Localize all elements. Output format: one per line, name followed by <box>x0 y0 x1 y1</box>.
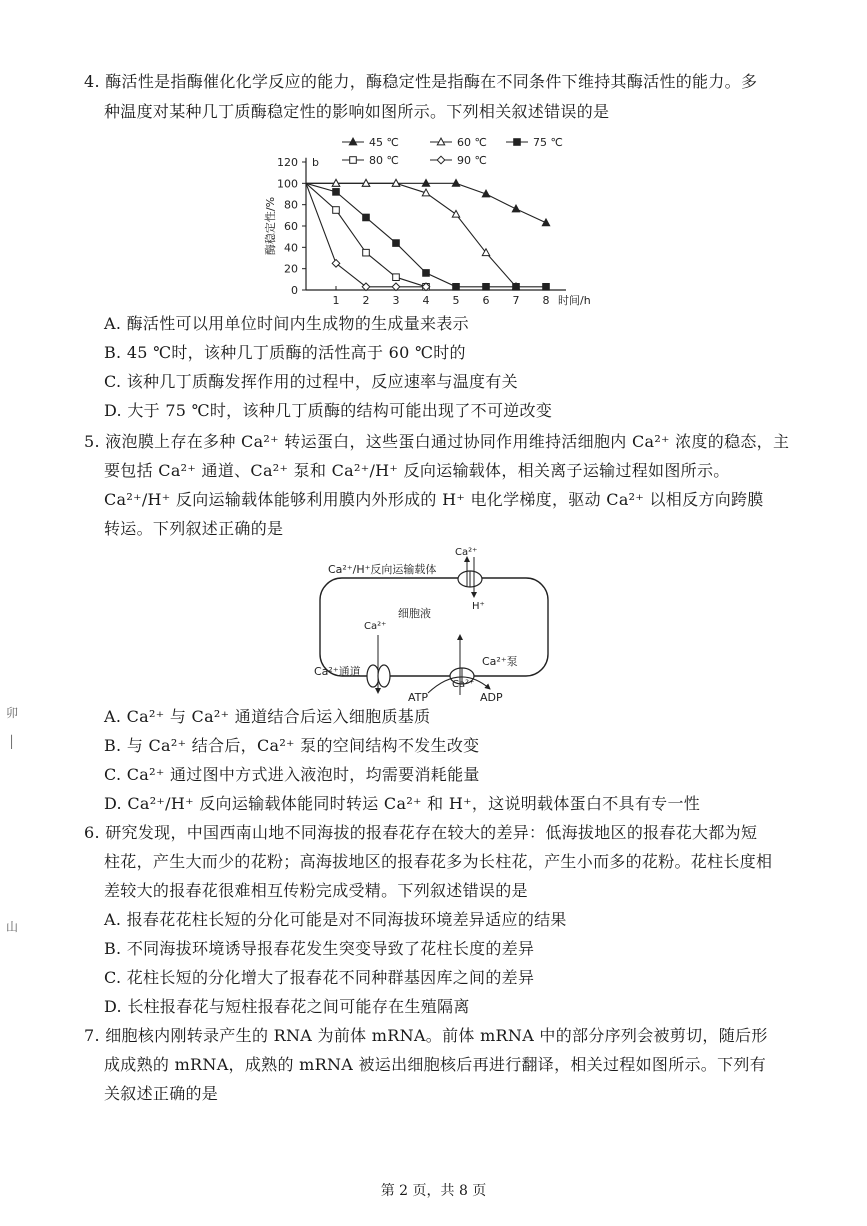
x-tick-label: 2 <box>362 294 370 307</box>
data-point <box>542 219 549 226</box>
y-tick-label: 60 <box>284 220 298 233</box>
x-tick-label: 3 <box>392 294 400 307</box>
q4-option-a: A. 酶活性可以用单位时间内生成物的生成量来表示 <box>104 314 469 333</box>
pump-label: Ca²⁺泵 <box>482 655 518 668</box>
data-point <box>363 214 370 221</box>
q5-stem-line3: Ca²⁺/H⁺ 反向运输载体能够利用膜内外形成的 H⁺ 电化学梯度，驱动 Ca²⁺ 以相反方向跨膜 <box>104 490 764 509</box>
legend-label: 80 ℃ <box>369 154 399 167</box>
data-point <box>452 210 459 217</box>
margin-mark: 卯 <box>6 706 19 720</box>
series-line <box>306 183 426 286</box>
data-point <box>393 240 400 247</box>
q5-stem-line4: 转运。下列叙述正确的是 <box>104 519 284 538</box>
h-plus-label: H⁺ <box>472 601 485 612</box>
vacuole-sap-label: 细胞液 <box>398 607 431 620</box>
channel-label: Ca²⁺通道 <box>314 665 361 678</box>
q6-option-c: C. 花柱长短的分化增大了报春花不同种群基因库之间的差异 <box>104 968 535 987</box>
vacuole-transport-diagram <box>300 543 570 705</box>
q5-stem-line2: 要包括 Ca²⁺ 通道、Ca²⁺ 泵和 Ca²⁺/H⁺ 反向运输载体，相关离子运输过程如图所示。 <box>104 461 730 480</box>
data-point <box>513 284 520 291</box>
series-3 <box>306 183 429 290</box>
atp-label: ATP <box>408 691 429 704</box>
q5-option-b: B. 与 Ca²⁺ 结合后，Ca²⁺ 泵的空间结构不发生改变 <box>104 736 480 755</box>
q5-option-d: D. Ca²⁺/H⁺ 反向运输载体能同时转运 Ca²⁺ 和 H⁺，这说明载体蛋白不具有专一性 <box>104 794 701 813</box>
antiporter-label: Ca²⁺/H⁺反向运输载体 <box>328 563 437 576</box>
corner-label: b <box>312 156 319 169</box>
q4-option-c: C. 该种几丁质酶发挥作用的过程中，反应速率与温度有关 <box>104 372 518 391</box>
data-point <box>363 249 370 256</box>
y-tick-label: 0 <box>291 284 298 297</box>
legend-marker <box>514 139 521 146</box>
data-point <box>543 284 550 291</box>
q6-stem-line1: 6. 研究发现，中国西南山地不同海拔的报春花存在较大的差异：低海拔地区的报春花大都为短 <box>84 823 758 842</box>
q4-option-d: D. 大于 75 ℃时，该种几丁质酶的结构可能出现了不可逆改变 <box>104 401 553 420</box>
x-tick-label: 8 <box>542 294 550 307</box>
legend-label: 45 ℃ <box>369 136 399 149</box>
margin-mark: 山 <box>6 920 19 934</box>
q7-stem-line1: 7. 细胞核内刚转录产生的 RNA 为前体 mRNA。前体 mRNA 中的部分序列会被剪切，随后形 <box>84 1026 768 1045</box>
x-tick-label: 1 <box>332 294 340 307</box>
q6-stem-line2: 柱花，产生大而少的花粉；高海拔地区的报春花多为长柱花，产生小而多的花粉。花柱长度相 <box>104 852 773 871</box>
q5-stem-line1: 5. 液泡膜上存在多种 Ca²⁺ 转运蛋白，这些蛋白通过协同作用维持活细胞内 Ca²⁺ 浓度的稳态，主 <box>84 432 790 451</box>
legend-label: 90 ℃ <box>457 154 487 167</box>
y-tick-label: 100 <box>277 177 298 191</box>
y-tick-label: 40 <box>284 241 298 255</box>
q6-option-a: A. 报春花花柱长短的分化可能是对不同海拔环境差异适应的结果 <box>104 910 567 929</box>
q5-option-a: A. Ca²⁺ 与 Ca²⁺ 通道结合后运入细胞质基质 <box>104 707 431 726</box>
margin-mark: │ <box>8 735 16 749</box>
ca-channel-right <box>378 665 390 687</box>
q4-stem-line2: 种温度对某种几丁质酶稳定性的影响如图所示。下列相关叙述错误的是 <box>104 102 610 121</box>
legend-label: 75 ℃ <box>533 136 563 149</box>
page-footer: 第 2 页，共 8 页 <box>380 1183 487 1199</box>
data-point <box>333 207 340 214</box>
q6-stem-line3: 差较大的报春花很难相互传粉完成受精。下列叙述错误的是 <box>104 881 528 900</box>
y-tick-label: 20 <box>284 262 298 276</box>
series-2 <box>306 183 549 290</box>
q7-stem-line2: 成成熟的 mRNA，成熟的 mRNA 被运出细胞核后再进行翻译，相关过程如图所示。下列有 <box>104 1055 767 1074</box>
legend-marker <box>437 156 445 164</box>
data-point <box>512 205 519 212</box>
q4-stem-line1: 4. 酶活性是指酶催化化学反应的能力，酶稳定性是指酶在不同条件下维持其酶活性的能力。多 <box>84 72 758 91</box>
x-tick-label: 5 <box>452 294 460 307</box>
q6-option-d: D. 长柱报春花与短柱报春花之间可能存在生殖隔离 <box>104 997 470 1016</box>
x-tick-label: 4 <box>422 294 430 307</box>
data-point <box>453 284 460 291</box>
data-point <box>333 189 340 196</box>
x-tick-label: 6 <box>482 294 490 307</box>
legend-marker <box>350 157 357 164</box>
ca-channel-left <box>367 665 379 687</box>
q4-option-b: B. 45 ℃时，该种几丁质酶的活性高于 60 ℃时的 <box>104 343 466 362</box>
x-axis-label: 时间/h <box>558 294 591 307</box>
legend-label: 60 ℃ <box>457 136 487 149</box>
data-point <box>483 284 490 291</box>
q5-option-c: C. Ca²⁺ 通过图中方式进入液泡时，均需要消耗能量 <box>104 765 480 784</box>
q7-stem-line3: 关叙述正确的是 <box>104 1084 219 1103</box>
y-axis-label: 酶稳定性/% <box>264 196 277 256</box>
enzyme-stability-chart <box>260 130 600 312</box>
data-point <box>423 270 430 277</box>
channel-ion-label: Ca²⁺ <box>364 621 387 632</box>
data-point <box>393 274 400 281</box>
q6-option-b: B. 不同海拔环境诱导报春花发生突变导致了花柱长度的差异 <box>104 939 535 958</box>
ca-top-label: Ca²⁺ <box>455 547 478 558</box>
pump-ion-label: Ca²⁺ <box>452 679 475 690</box>
adp-label: ADP <box>480 691 503 704</box>
x-tick-label: 7 <box>512 294 520 307</box>
series-line <box>306 183 516 286</box>
y-tick-label: 120 <box>277 156 298 169</box>
y-tick-label: 80 <box>284 198 298 212</box>
